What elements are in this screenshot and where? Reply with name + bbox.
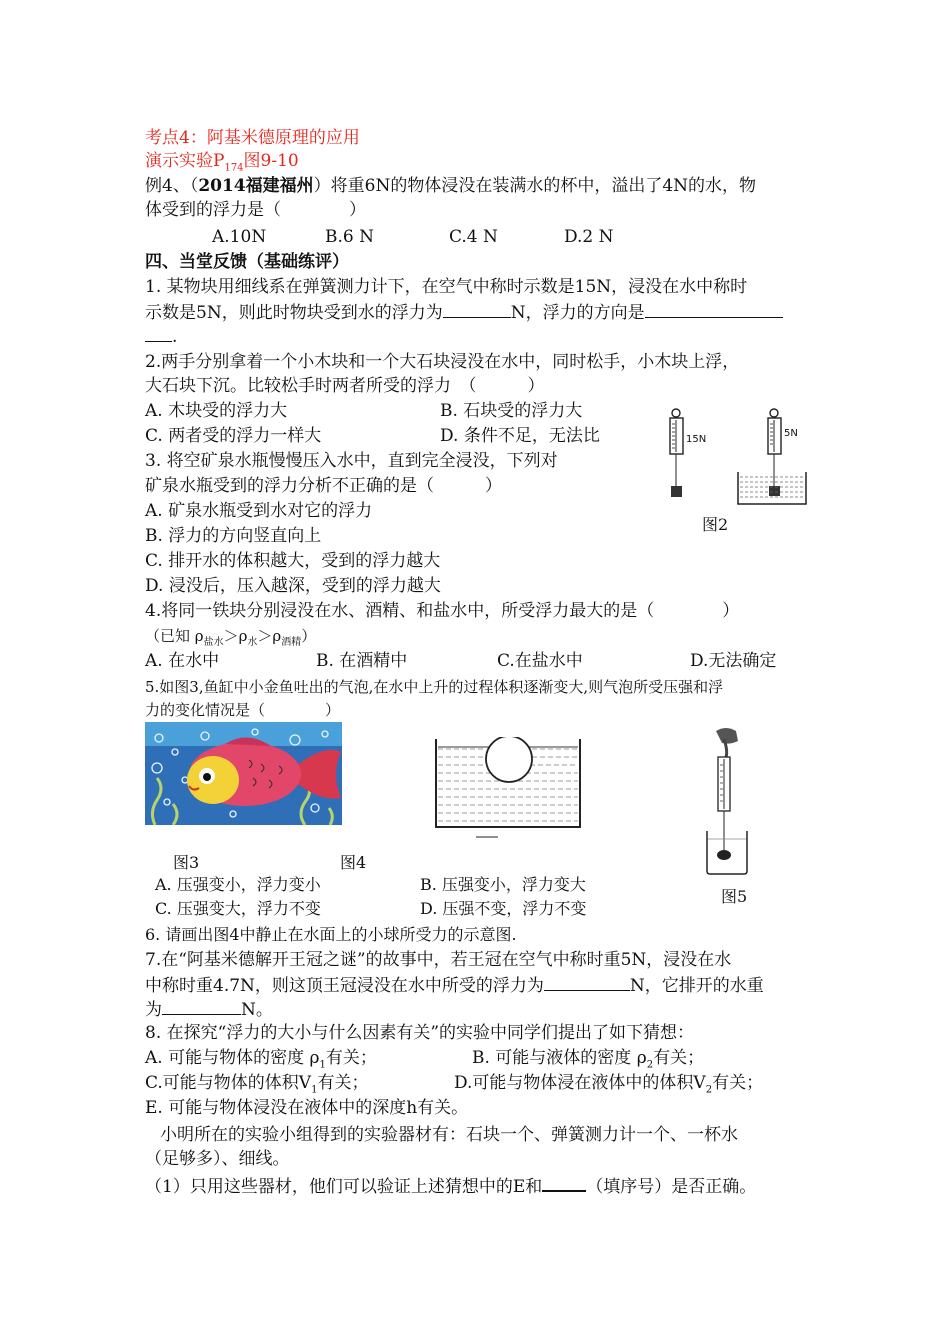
- q5-option-b: B. 压强变小，浮力变大: [420, 875, 586, 894]
- q2-option-c: C. 两者受的浮力一样大: [145, 426, 322, 446]
- q5-option-d: D. 压强不变，浮力不变: [420, 899, 587, 918]
- q8-option-b: B. 可能与液体的密度 $\rho_2$有关；: [472, 1048, 705, 1071]
- q3-option-d: D. 浸没后，压入越深，受到的浮力越大: [145, 576, 441, 596]
- q2-option-b: B. 石块受的浮力大: [440, 401, 583, 421]
- q2-option-a: A. 木块受的浮力大: [145, 401, 288, 421]
- q6-line1: 6. 请画出图4中静止在水面上的小球所受力的示意图.: [145, 925, 517, 944]
- q1-blank2[interactable]: [645, 300, 783, 318]
- demo-experiment: 演示实验$P_{174}$图9-10: [145, 151, 299, 174]
- q3-option-a: A. 矿泉水瓶受到水对它的浮力: [145, 501, 373, 521]
- q2-line2: 大石块下沉。比较松手时两者所受的浮力 （ ）: [145, 376, 545, 396]
- ex4-line1: 例4、（2014福建福州）将重6N的物体浸没在装满水的杯中，溢出了4N的水，物: [145, 176, 757, 196]
- q4-line1: 4.将同一铁块分别浸没在水、酒精、和盐水中，所受浮力最大的是（ ）: [145, 601, 740, 621]
- fig5-caption: 图5: [721, 887, 748, 906]
- q7-blank1[interactable]: [544, 973, 630, 991]
- ex4-option-c: C.4 N: [449, 227, 498, 247]
- figure-3-goldfish-image: [145, 722, 342, 825]
- fig2-caption: 图2: [702, 515, 729, 534]
- q8-option-e: E. 可能与物体浸没在液体中的深度h有关。: [145, 1098, 469, 1118]
- q1-blank1[interactable]: [443, 300, 511, 318]
- ex4-option-b: B.6 N: [325, 227, 374, 247]
- q3-option-b: B. 浮力的方向竖直向上: [145, 526, 322, 546]
- q8-para-line1: 小明所在的实验小组得到的实验器材有：石块一个、弹簧测力计一个、一杯水: [160, 1125, 738, 1145]
- q8-sub1: （1）只用这些器材，他们可以验证上述猜想中的E和 （填序号）是否正确。: [145, 1173, 756, 1198]
- q8-para-line2: （足够多）、细线。: [145, 1149, 290, 1169]
- q5-option-a: A. 压强变小，浮力变小: [155, 875, 321, 894]
- ex4-option-d: D.2 N: [564, 227, 614, 247]
- q2-option-d: D. 条件不足，无法比: [440, 426, 600, 446]
- q2-line1: 2.两手分别拿着一个小木块和一个大石块浸没在水中，同时松手，小木块上浮，: [145, 352, 740, 372]
- figure-5-scale-in-beaker: [702, 727, 752, 875]
- q4-option-c: C.在盐水中: [497, 651, 583, 671]
- fig2-label-right: 5N: [784, 428, 798, 439]
- q4-option-d: D.无法确定: [690, 651, 777, 671]
- ex4-line2: 体受到的浮力是（ ）: [145, 200, 366, 220]
- kaodian-title: 考点4：阿基米德原理的应用: [145, 128, 360, 148]
- q5-line2: 力的变化情况是（ ）: [145, 701, 341, 719]
- q3-line2: 矿泉水瓶受到的浮力分析不正确的是（ ）: [145, 476, 502, 496]
- q1-line3: .: [145, 324, 177, 348]
- q7-blank2[interactable]: [162, 997, 241, 1015]
- q1-blank2-cont[interactable]: [145, 324, 172, 342]
- q5-option-c: C. 压强变大，浮力不变: [155, 899, 321, 918]
- q5-line1: 5.如图3,鱼缸中小金鱼吐出的气泡,在水中上升的过程体积逐渐变大,则气泡所受压强和浮: [145, 678, 724, 696]
- section4-title: 四、当堂反馈（基础练评）: [145, 252, 349, 272]
- q4-option-b: B. 在酒精中: [316, 651, 408, 671]
- q4-known: （已知 $\rho_{盐水}>\rho_水>\rho_{酒精}$）: [145, 627, 317, 648]
- q3-option-c: C. 排开水的体积越大，受到的浮力越大: [145, 551, 441, 571]
- figure-2-spring-scale: [660, 406, 808, 508]
- q8-option-c: C.可能与物体的体积$V_1$有关；: [145, 1073, 369, 1096]
- q8-option-a: A. 可能与物体的密度 $\rho_1$有关；: [145, 1048, 377, 1071]
- q8-option-d: D.可能与物体浸在液体中的体积$V_2$有关；: [454, 1073, 764, 1096]
- q1-line1: 1. 某物块用细线系在弹簧测力计下，在空气中称时示数是15N，浸没在水中称时: [145, 277, 748, 297]
- q7-line1: 7.在“阿基米德解开王冠之谜”的故事中，若王冠在空气中称时重5N，浸没在水: [145, 950, 732, 970]
- q4-option-a: A. 在水中: [145, 651, 220, 671]
- q7-line3: 为 N。: [145, 997, 273, 1021]
- ex4-option-a: A.10N: [212, 227, 267, 247]
- fig3-caption: 图3: [173, 853, 200, 872]
- fig4-caption: 图4: [340, 853, 367, 872]
- q8-blank1[interactable]: [542, 1173, 586, 1192]
- fig2-label-left: 15N: [686, 434, 707, 445]
- q1-line2: 示数是5N，则此时物块受到水的浮力为 N，浮力的方向是: [145, 300, 783, 324]
- q7-line2: 中称时重4.7N，则这顶王冠浸没在水中所受的浮力为 N，它排开的水重: [145, 973, 764, 997]
- q8-line1: 8. 在探究“浮力的大小与什么因素有关”的实验中同学们提出了如下猜想：: [145, 1023, 695, 1043]
- q3-line1: 3. 将空矿泉水瓶慢慢压入水中，直到完全浸没，下列对: [145, 451, 558, 471]
- figure-4-ball-in-water: [432, 737, 584, 841]
